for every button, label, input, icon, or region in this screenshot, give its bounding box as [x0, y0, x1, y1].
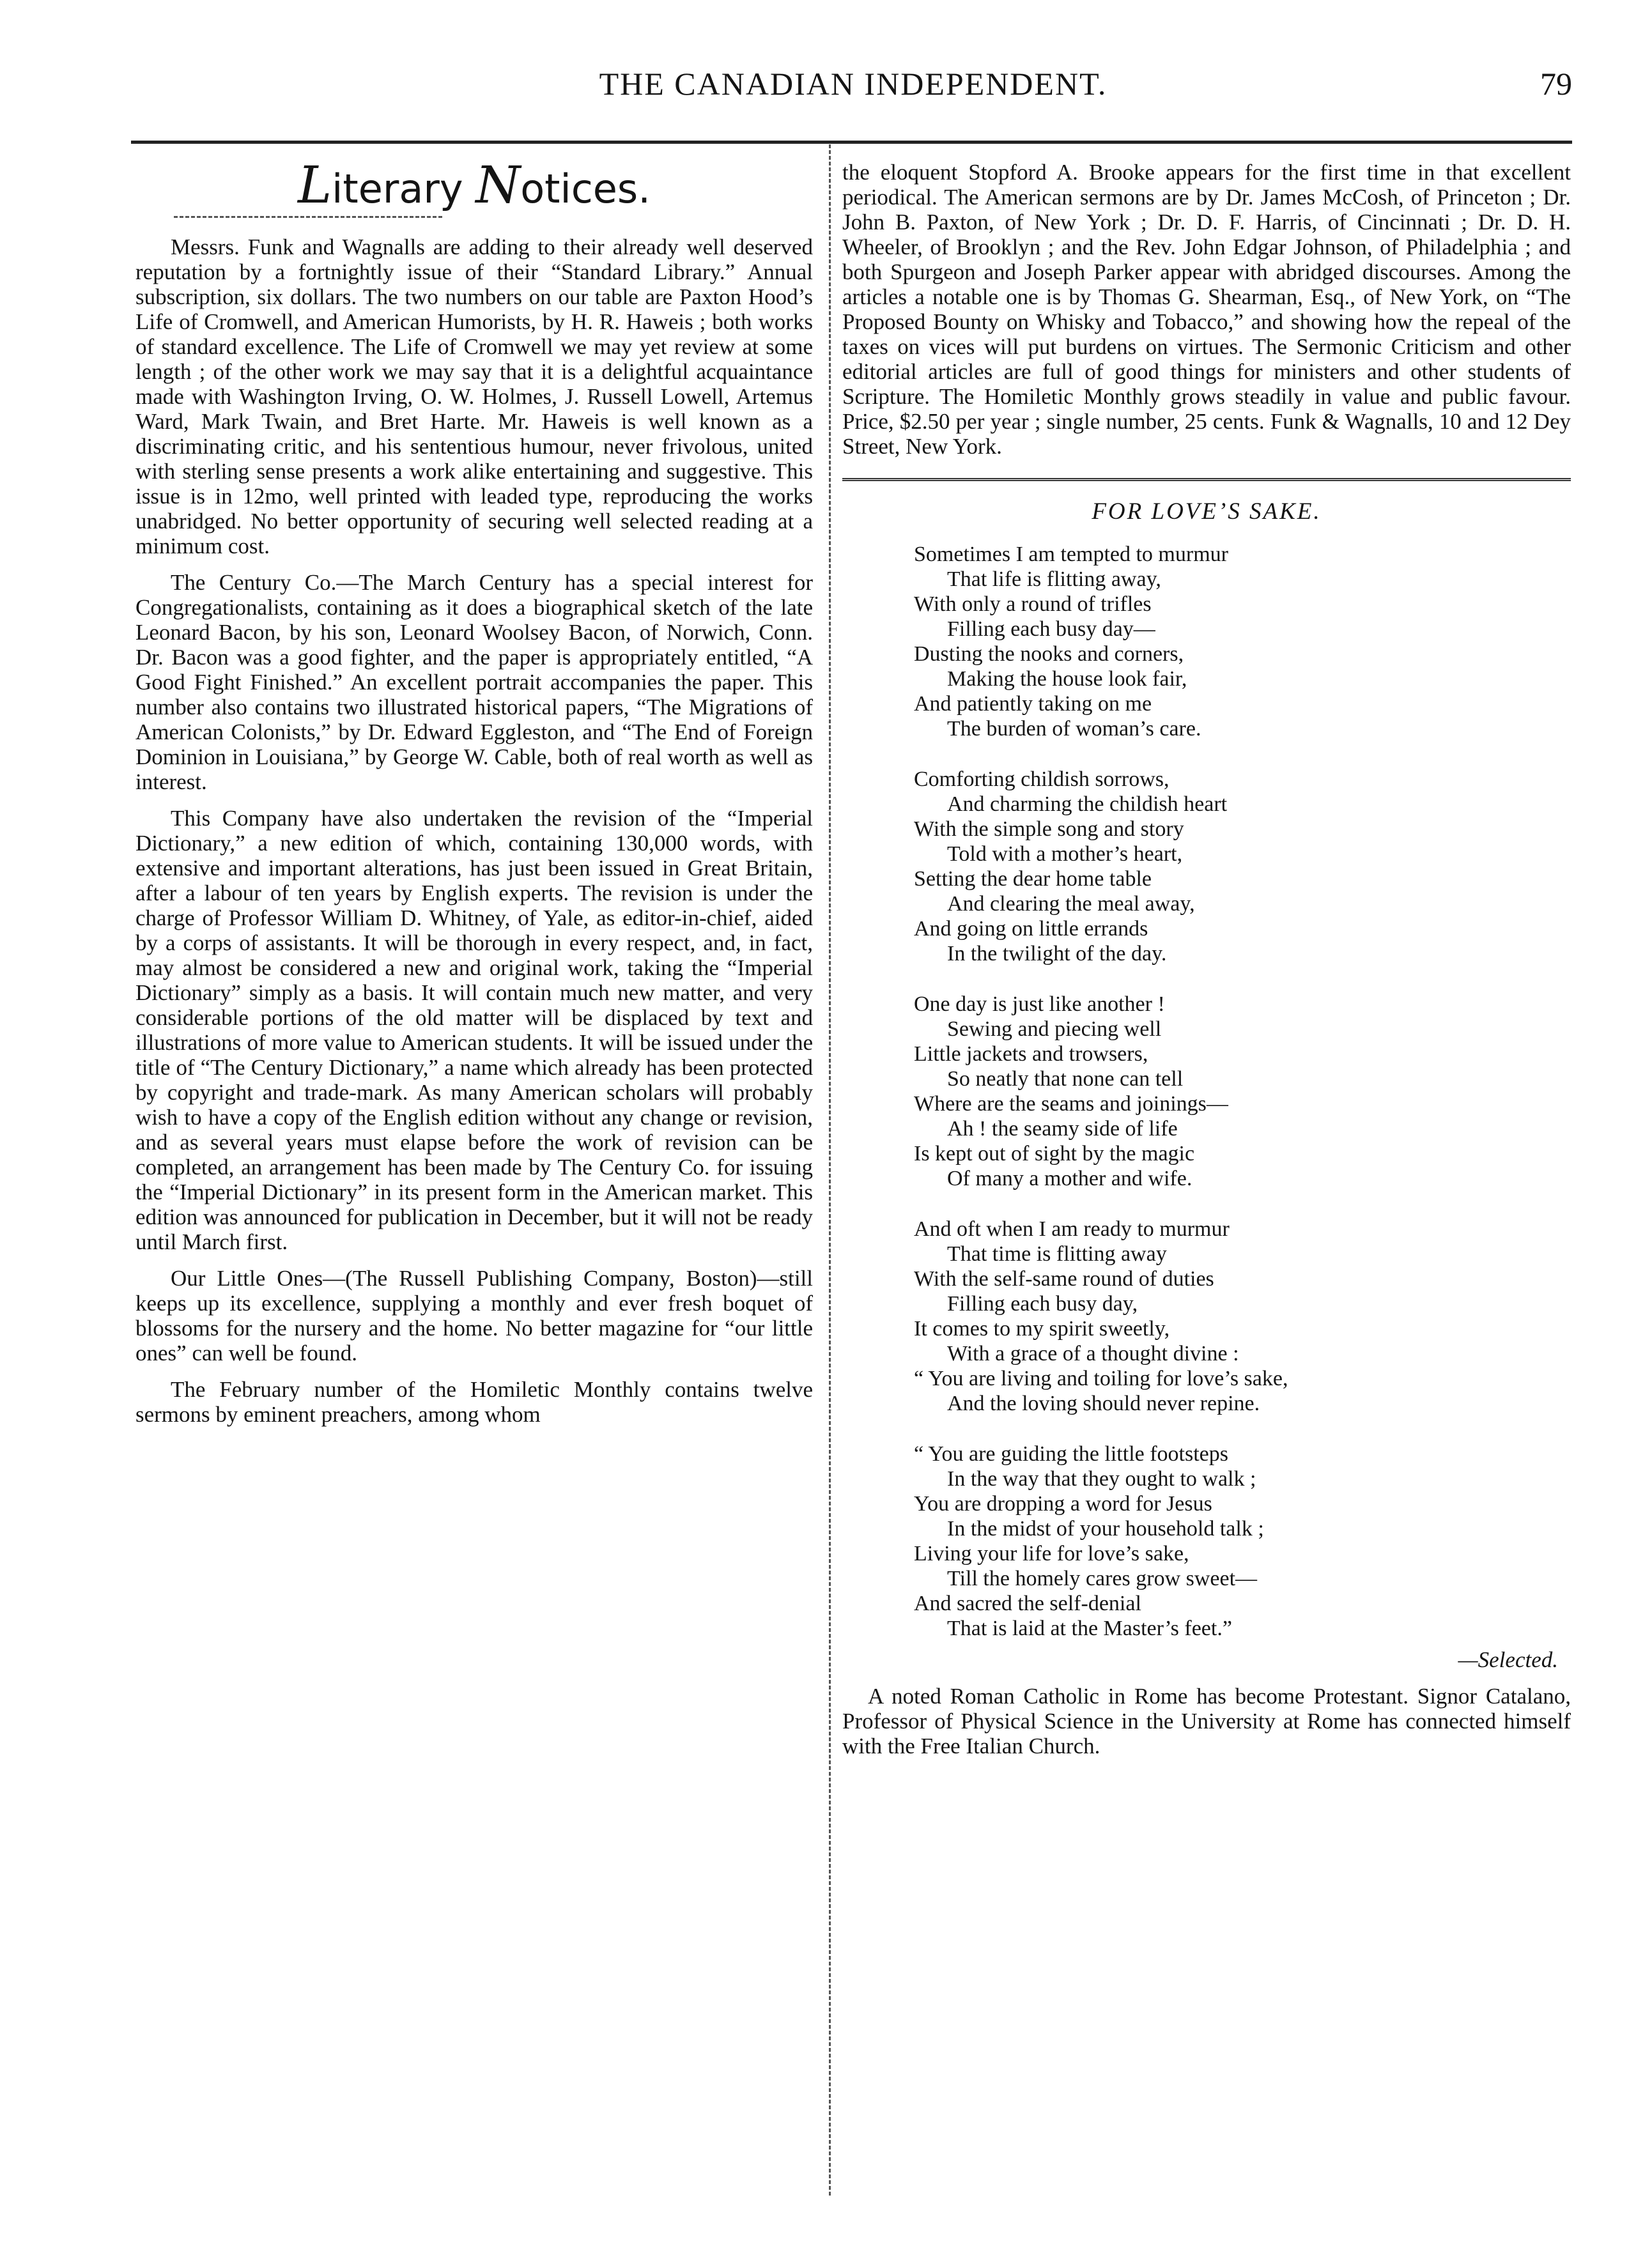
header-rule — [131, 141, 1572, 144]
poem-line: That life is flitting away, — [947, 567, 1161, 591]
notice-catholic-convert: A noted Roman Catholic in Rome has become Protestant. Signor Catalano, Professor of Physical Science in the University at Rome has connected himself with the Free Italian Church. — [842, 1684, 1571, 1758]
poem-line: Till the homely cares grow sweet— — [947, 1567, 1258, 1590]
title-initial-l: L — [298, 155, 332, 215]
poem-line: And the loving should never repine. — [947, 1392, 1260, 1415]
page-number: 79 — [1540, 66, 1572, 102]
poem-line: And patiently taking on me — [914, 692, 1152, 716]
poem-stanza — [914, 992, 1571, 1191]
poem-line: Filling each busy day, — [947, 1292, 1138, 1316]
poem-line: With the self-same round of duties — [914, 1267, 1214, 1291]
poem-stanza — [914, 1442, 1571, 1641]
poem-line: And oft when I am ready to murmur — [914, 1217, 1230, 1241]
notice-our-little-ones: Our Little Ones—(The Russell Publishing Company, Boston)—still keeps up its excellence, supplying a monthly and ever fresh boquet of blossoms for the nursery and the home. No better magazine for “our little ones” can well be found. — [135, 1266, 813, 1366]
poem-line: In the twilight of the day. — [947, 942, 1167, 966]
poem-line: You are dropping a word for Jesus — [914, 1492, 1212, 1516]
poem-line: “ You are living and toiling for love’s sake, — [914, 1367, 1288, 1390]
right-column — [842, 160, 1571, 1770]
poem-line: In the midst of your household talk ; — [947, 1517, 1264, 1541]
poem-line: Where are the seams and joinings— — [914, 1092, 1228, 1116]
page-header — [134, 59, 1572, 116]
notice-homiletic-monthly: The February number of the Homiletic Monthly contains twelve sermons by eminent preachers, among whom — [135, 1377, 813, 1427]
poem-stanza — [914, 767, 1571, 966]
poem-line: With the simple song and story — [914, 817, 1184, 841]
poem-line: Is kept out of sight by the magic — [914, 1142, 1195, 1166]
poem-line: That time is flitting away — [947, 1242, 1167, 1266]
poem-attribution: —Selected. — [1458, 1647, 1558, 1672]
title-word-1: iterary — [332, 165, 476, 212]
poem-line: Of many a mother and wife. — [947, 1167, 1193, 1190]
title-word-2: otices. — [520, 165, 651, 212]
poem-line: Making the house look fair, — [947, 667, 1187, 691]
poem-line: That is laid at the Master’s feet.” — [947, 1617, 1232, 1640]
poem-attribution-row — [842, 1647, 1571, 1672]
poem-line: With a grace of a thought divine : — [947, 1342, 1239, 1366]
notice-imperial-dictionary: This Company have also undertaken the revision of the “Imperial Dictionary,” a new edition of which, containing 130,000 words, with extensive and important alterations, has just been issued in Great Britain, after a labour of ten years by English experts. The revision is under the charge of Professor William D. Whitney, of Yale, as editor-in-chief, aided by a corps of assistants. It will be thorough in every respect, and, in fact, may almost be considered a new and original work, taking the “Imperial Dictionary” simply as a basis. It will contain much new matter, and very considerable portions of the old matter will be displaced by text and illustrations of more value to American students. It will be issued under the title of “The Century Dictionary,” a name which already has been protected by copyright and trade-mark. As many American scholars will probably wish to have a copy of the English edition without any change or revision, and as several years must elapse before the work of revision can be completed, an arrangement has been made by The Century Co. for issuing the “Imperial Dictionary” in its present form in the American market. This edition was announced for publication in December, but it will not be ready until March first. — [135, 806, 813, 1254]
notice-homiletic-continued: the eloquent Stopford A. Brooke appears for the first time in that excellent periodical. The American sermons are by Dr. James McCosh, of Princeton ; Dr. John B. Paxton, of New York ; Dr. D. F. Harris, of Cincinnati ; Dr. D. H. Wheeler, of Brooklyn ; and the Rev. John Edgar Johnson, of Philadelphia ; and both Spurgeon and Joseph Parker appear with abridged discourses. Among the articles a notable one is by Thomas G. Shearman, Esq., of New York, on “The Proposed Bounty on Whisky and Tobacco,” and showing how the repeal of the taxes on vices will put burdens on virtues. The Sermonic Criticism and other editorial articles are full of good things for ministers and other students of Scripture. The Homiletic Monthly grows steadily in value and public favour. Price, $2.50 per year ; single number, 25 cents. Funk & Wagnalls, 10 and 12 Dey Street, New York. — [842, 160, 1571, 459]
poem-line: Ah ! the seamy side of life — [947, 1117, 1178, 1141]
poem-line: And sacred the self-denial — [914, 1592, 1141, 1615]
poem-line: Sometimes I am tempted to murmur — [914, 542, 1228, 566]
poem-line: It comes to my spirit sweetly, — [914, 1317, 1170, 1341]
poem-for-loves-sake — [842, 542, 1571, 1641]
poem-title: FOR LOVE’S SAKE. — [1092, 498, 1322, 525]
poem-stanza — [914, 542, 1571, 741]
poem-line: Dusting the nooks and corners, — [914, 642, 1184, 666]
section-rule — [842, 478, 1571, 484]
section-title — [135, 155, 813, 215]
poem-line: In the way that they ought to walk ; — [947, 1467, 1256, 1491]
poem-line: So neatly that none can tell — [947, 1067, 1184, 1091]
poem-line: Little jackets and trowsers, — [914, 1042, 1148, 1066]
notice-century-co: The Century Co.—The March Century has a special interest for Congregationalists, containing as it does a biographical sketch of the late Leonard Bacon, by his son, Leonard Woolsey Bacon, of Norwich, Conn. Dr. Bacon was a good fighter, and the paper is appropriately entitled, “A Good Fight Finished.” An excellent portrait accompanies the paper. This number also contains two illustrated historical papers, “The Migrations of American Colonists,” by Dr. Edward Eggleston, and “The End of Foreign Dominion in Louisiana,” by George W. Cable, both of real worth as well as interest. — [135, 570, 813, 794]
title-initial-n: N — [475, 155, 521, 215]
poem-stanza — [914, 1217, 1571, 1416]
poem-line: Told with a mother’s heart, — [947, 842, 1183, 866]
notice-funk-wagnalls: Messrs. Funk and Wagnalls are adding to their already well deserved reputation by a fortnightly issue of their “Standard Library.” Annual subscription, six dollars. The two numbers on our table are Paxton Hood’s Life of Cromwell, and American Humorists, by H. R. Haweis ; both works of standard excellence. The Life of Cromwell we may yet review at some length ; of the other work we may say that it is a delightful acquaintance made with Washington Irving, O. W. Holmes, J. Russell Lowell, Artemus Ward, Mark Twain, and Bret Harte. Mr. Haweis is well known as a discriminating critic, and his sententious humour, never frivolous, united with sterling sense presents a work alike entertaining and suggestive. This issue is in 12mo, well printed with leaded type, reproducing the works unabridged. No better opportunity of securing well selected reading at a minimum cost. — [135, 235, 813, 558]
poem-line: One day is just like another ! — [914, 992, 1165, 1016]
poem-line: With only a round of trifles — [914, 592, 1152, 616]
poem-line: Filling each busy day— — [947, 617, 1155, 641]
newspaper-title: THE CANADIAN INDEPENDENT. — [599, 66, 1108, 102]
column-divider — [829, 144, 831, 2196]
poem-line: Living your life for love’s sake, — [914, 1542, 1189, 1566]
left-column — [135, 155, 813, 1438]
title-dash-rule — [174, 216, 442, 218]
poem-line: Sewing and piecing well — [947, 1017, 1162, 1041]
poem-line: The burden of woman’s care. — [947, 717, 1201, 741]
poem-line: And clearing the meal away, — [947, 892, 1195, 916]
poem-line: “ You are guiding the little footsteps — [914, 1442, 1229, 1466]
poem-line: Comforting childish sorrows, — [914, 767, 1170, 791]
poem-line: Setting the dear home table — [914, 867, 1152, 891]
poem-line: And charming the childish heart — [947, 792, 1228, 816]
poem-line: And going on little errands — [914, 917, 1148, 941]
